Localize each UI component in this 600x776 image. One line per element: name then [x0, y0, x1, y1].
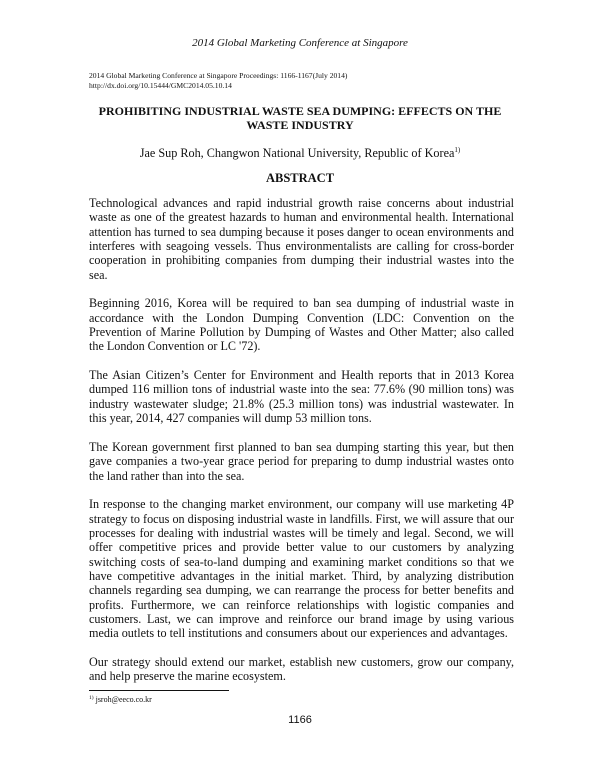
paper-title-line-1: PROHIBITING INDUSTRIAL WASTE SEA DUMPING: EFFECTS ON THE — [98, 104, 502, 118]
paragraph: Beginning 2016, Korea will be required to ban sea dumping of industrial waste in accordance with the London Dumping Convention (LDC: Convention on the Prevention of Marine Pollution by Dumping of Wastes and Other Matter; also called the London Convention or LC '72). — [89, 296, 514, 354]
footnote-mark: 1) — [89, 695, 94, 701]
author-footnote-mark: 1) — [454, 146, 461, 154]
footnote — [89, 695, 152, 704]
paragraph: In response to the changing market environment, our company will use marketing 4P strategy to focus on disposing industrial waste in landfills. First, we will assure that our processes for dealing with industrial wastes will be timely and legal. Second, we will offer competitive prices and provide better value to our customers by analyzing switching costs of sea-to-land dumping and examining market conditions so that we have competitive advantages in the initial market. Third, by analyzing distribution channels regarding sea dumping, we can rearrange the process for better benefits and profits. Furthermore, we can reinforce relationships with logistic companies and customers. Last, we can improve and reinforce our brand image by using various media outlets to tell institutions and consumers about our experiences and advantages. — [89, 497, 514, 641]
paper-title-line-2: WASTE INDUSTRY — [246, 118, 354, 132]
paper-title — [60, 104, 540, 132]
author-line — [0, 146, 600, 161]
footnote-divider — [89, 690, 229, 691]
paragraph: The Asian Citizen’s Center for Environment and Health reports that in 2013 Korea dumped 116 million tons of industrial waste into the sea: 77.6% (90 million tons) was industry wastewater sludge; 21.8% (25.3 million tons) was industrial wastewater. In this year, 2014, 427 companies will dump 53 million tons. — [89, 368, 514, 426]
proceedings-line: 2014 Global Marketing Conference at Singapore Proceedings: 1166-1167(July 2014) — [89, 71, 348, 80]
proceedings-info — [89, 71, 347, 91]
abstract-heading: ABSTRACT — [265, 171, 335, 185]
paragraph: The Korean government first planned to ban sea dumping starting this year, but then gave companies a two-year grace period for preparing to dump industrial wastes onto the land rather than into the sea. — [89, 439, 514, 483]
paragraph: Our strategy should extend our market, establish new customers, grow our company, and help preserve the marine ecosystem. — [89, 655, 514, 684]
running-header: 2014 Global Marketing Conference at Singapore — [192, 37, 408, 49]
paragraph: Technological advances and rapid industrial growth raise concerns about industrial waste as one of the greatest hazards to human and environmental health. International attention has turned to sea dumping because it poses danger to ocean environments and interferes with seagoing vessels. Thus environmentalists are calling for cross-border cooperation in prohibiting companies from dumping their industrial wastes into the sea. — [89, 196, 514, 282]
footnote-email: jsroh@eeco.co.kr — [95, 695, 152, 704]
abstract-body — [89, 196, 514, 698]
page-number: 1166 — [288, 714, 312, 726]
author-text: Jae Sup Roh, Changwon National University, Republic of Korea — [139, 146, 455, 160]
doi-line: http://dx.doi.org/10.15444/GMC2014.05.10.14 — [89, 81, 232, 90]
